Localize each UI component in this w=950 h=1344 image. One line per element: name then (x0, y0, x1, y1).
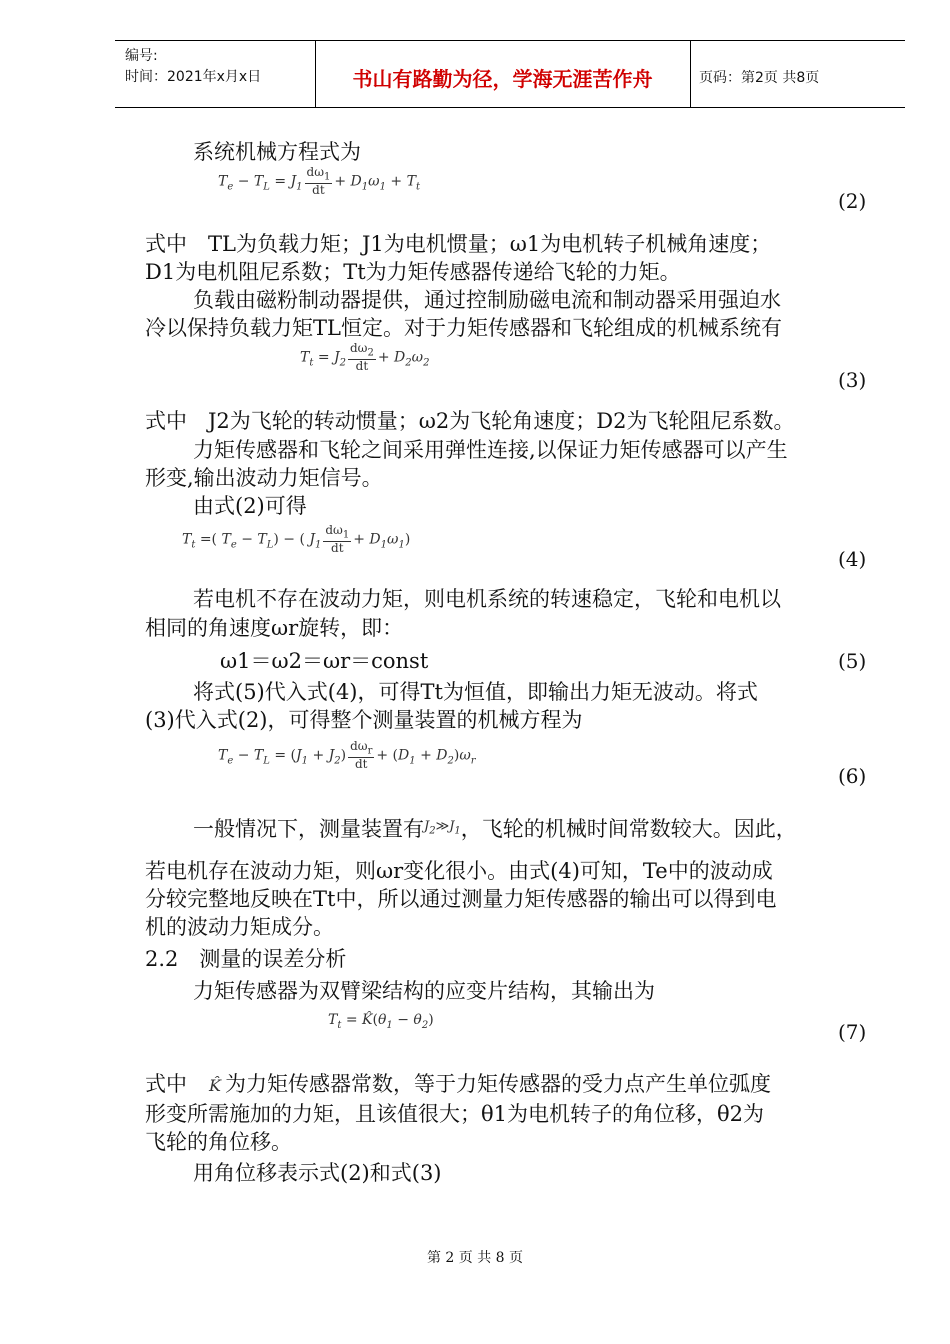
equation-number: (5) (838, 649, 867, 673)
paragraph: 相同的角速度ωr旋转，即： (145, 616, 404, 640)
paragraph: 一般情况下，测量装置有$^{J_2≫J_1}$，飞轮的机械时间常数较大。因此， (193, 817, 797, 841)
paragraph: 形变所需施加的力矩，且该值很大；θ1为电机转子的角位移，θ2为 (145, 1102, 765, 1126)
paragraph: D1为电机阻尼系数；Tt为力矩传感器传递给飞轮的力矩。 (145, 260, 681, 284)
formula-3: $T_t = J_2$ $\frac{d\omega_2}{dt}$ + $D_2\omega_2$ (300, 341, 430, 374)
paragraph: 式中 J2为飞轮的转动惯量；ω2为飞轮角速度；D2为飞轮阻尼系数。 (145, 409, 795, 433)
paragraph: 若电机不存在波动力矩，则电机系统的转速稳定，飞轮和电机以 (193, 587, 781, 611)
equation-number: (4) (838, 547, 867, 571)
header-motto: 书山有路勤为径，学海无涯苦作舟 (352, 67, 653, 91)
paragraph: 式中 TL为负载力矩；J1为电机惯量；ω1为电机转子机械角速度； (145, 232, 772, 256)
paragraph: (3)代入式(2)，可得整个测量装置的机械方程为 (145, 708, 583, 732)
paragraph: 将式(5)代入式(4)，可得Tt为恒值，即输出力矩无波动。将式 (193, 680, 758, 704)
formula-4: $T_t$ =( $T_e - T_L$) − ( $J_1$ $\frac{d\omega_1}{dt}$ + $D_1\omega_1$) (182, 523, 411, 556)
number-label: 编号: (125, 48, 158, 64)
paragraph: 用角位移表示式(2)和式(3) (193, 1161, 442, 1185)
paragraph: 由式(2)可得 (193, 494, 307, 518)
paragraph: 机的波动力矩成分。 (145, 915, 334, 939)
header-divider (690, 41, 691, 107)
equation-number: (3) (838, 368, 867, 392)
formula-7: $T_t$ = $K̂(\theta_1 - \theta_2)$ (328, 1012, 434, 1031)
paragraph: 式中 K̂ 为力矩传感器常数，等于力矩传感器的受力点产生单位弧度 (145, 1072, 771, 1096)
equation-number: (2) (838, 189, 867, 213)
formula-2: $T_e - T_L = J_1$ $\frac{d\omega_1}{dt}$ + $D_1\omega_1 + T_t$ (218, 165, 420, 198)
equation-number: (6) (838, 764, 867, 788)
paragraph: 冷以保持负载力矩TL恒定。对于力矩传感器和飞轮组成的机械系统有 (145, 316, 782, 340)
inline-formula: K̂ (209, 1076, 221, 1095)
paragraph: 力矩传感器为双臂梁结构的应变片结构，其输出为 (193, 979, 655, 1003)
paragraph: 负载由磁粉制动器提供，通过控制励磁电流和制动器采用强迫水 (193, 288, 781, 312)
page-header (115, 40, 905, 108)
paragraph: 形变,输出波动力矩信号。 (145, 466, 383, 490)
equation-number: (7) (838, 1020, 867, 1044)
paragraph: 飞轮的角位移。 (145, 1130, 292, 1154)
paragraph: 系统机械方程式为 (193, 140, 361, 164)
section-heading: 2.2 测量的误差分析 (145, 947, 347, 971)
paragraph: 若电机存在波动力矩，则ωr变化很小。由式(4)可知，Te中的波动成 (145, 859, 773, 883)
page-label: 页码：第2页 共8页 (699, 70, 820, 86)
formula-6: $T_e - T_L = (J_1 + J_2)$ $\frac{d\omega_r}{dt}$ + $(D_1 + D_2)\omega_r$ (218, 739, 476, 772)
formula-5: ω1＝ω2＝ωr＝const (220, 649, 429, 673)
time-label: 时间：2021年x月x日 (125, 69, 262, 85)
paragraph: 分较完整地反映在Tt中，所以通过测量力矩传感器的输出可以得到电 (145, 887, 777, 911)
inline-formula: J2≫J1 (424, 819, 461, 837)
page-footer: 第 2 页 共 8 页 (426, 1250, 524, 1266)
paragraph: 力矩传感器和飞轮之间采用弹性连接,以保证力矩传感器可以产生 (193, 438, 788, 462)
